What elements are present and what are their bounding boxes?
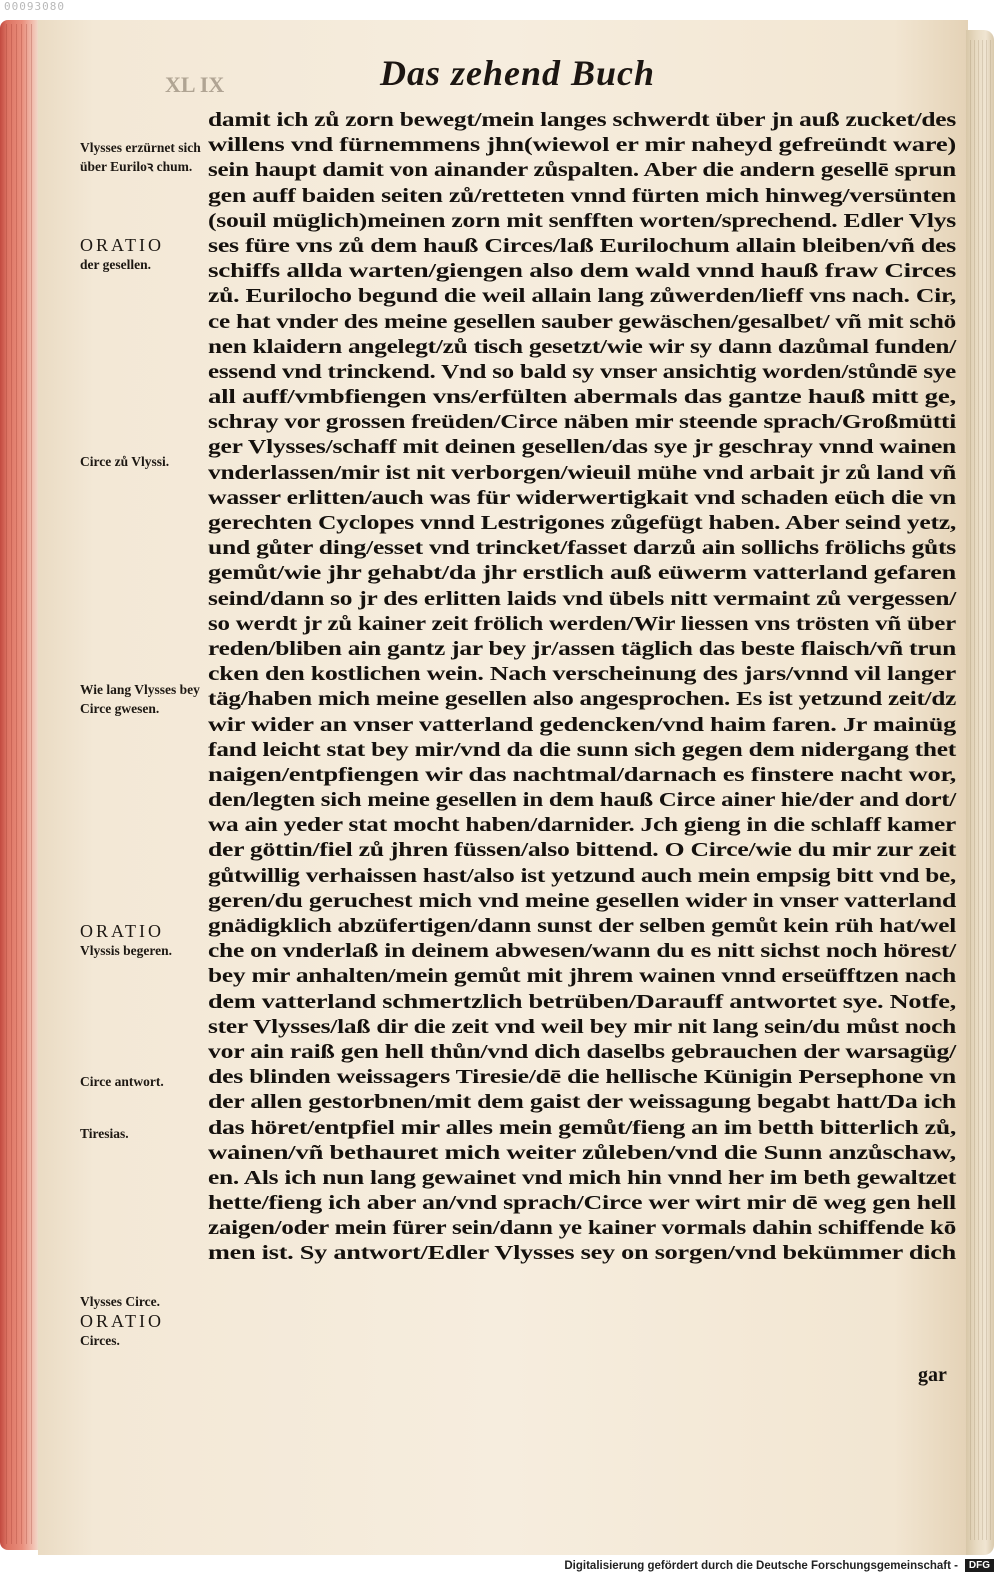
text-line: den/legten sich meine gesellen in dem hauß Circe ainer hie/der and dort/ bbox=[208, 789, 956, 812]
text-line: ce hat vnder des meine gesellen sauber gewäschen/gesalbet/ vñ mit schö bbox=[208, 310, 956, 333]
text-line: wasser erlitten/auch was für widerwertigkait vnd schaden eüch die vn bbox=[208, 486, 956, 509]
text-line: sein haupt damit von ainander zůspalten. Aber die andern gesellē sprun bbox=[208, 159, 957, 182]
text-line: bey mir anhalten/mein gemůt mit jhrem wainen vnnd erseüfftzen nach bbox=[208, 965, 956, 988]
text-line: all auff/vmbfiengen vns/erfülten abermals das gantze hauß mitt ge, bbox=[208, 386, 956, 409]
text-line: gůtwillig verhaissen hast/also ist yetzund auch mein empsig bitt vnd be, bbox=[208, 864, 956, 887]
text-line: täg/haben mich meine gesellen also angesprochen. Es ist yetzund zeit/dz bbox=[208, 688, 956, 711]
text-line: so werdt jr zů kainer zeit frölich werden/Wir liessen vns trösten vñ über bbox=[208, 612, 956, 635]
margin-note-7 bbox=[80, 1124, 205, 1143]
margin-note-text: Tiresias. bbox=[80, 1126, 129, 1141]
text-line: der göttin/fiel zů jhren füssen/also bittend. O Circe/wie du mir zur zeit bbox=[208, 839, 956, 862]
text-line: dem vatterland schmertzlich betrüben/Darauff antwortet sye. Notfe, bbox=[208, 990, 956, 1013]
margin-note-8 bbox=[80, 1292, 205, 1311]
text-line: ster Vlysses/laß dir die zeit vnd weil bey mir nit lang sein/du můst noch bbox=[208, 1015, 956, 1038]
margin-note-text: Circe antwort. bbox=[80, 1074, 164, 1089]
text-line: schray vor grossen freüden/Circe näben mir steende sprach/Großmütti bbox=[208, 411, 956, 434]
text-line: men ist. Sy antwort/Edler Vlysses sey on sorgen/vnd bekümmer dich bbox=[208, 1242, 956, 1265]
text-line: ger Vlysses/schaff mit deinen gesellen/das sye jr geschray vnnd wainen bbox=[208, 436, 956, 459]
text-line: der allen gestorbnen/mit dem gaist der weissagung begabt hatt/Da ich bbox=[208, 1091, 956, 1114]
text-line: gnädigklich abzüfertigen/dann sunst der selben gemůt kein rüh hat/wel bbox=[208, 915, 956, 937]
text-line: gemůt/wie jhr gehabt/da jhr erstlich auß eüwerm vatterland gefaren bbox=[208, 562, 956, 585]
text-line: zů. Eurilocho begund die weil allain lang zůwerden/lieff vns nach. Cir, bbox=[208, 285, 956, 308]
text-line: vor ain raiß gen hell thůn/vnd dich daselbs gebrauchen der warsagüg/ bbox=[208, 1040, 956, 1063]
text-line: wa ain yeder stat mocht haben/darnider. Jch gieng in die schlaff kamer bbox=[208, 814, 956, 837]
text-line: hette/fieng ich aber an/vnd sprach/Circe wer wirt mir dē weg gen hell bbox=[208, 1192, 956, 1215]
running-head: Das zehend Buch bbox=[380, 53, 656, 93]
text-line: wir wider an vnser vatterland gedencken/vnd haim faren. Jr mainüg bbox=[208, 713, 956, 736]
text-line: reden/bliben ain gantz jar bey jr/assen täglich das beste flaisch/vñ trun bbox=[208, 637, 957, 660]
margin-note-text: der gesellen. bbox=[80, 257, 151, 272]
margin-note-text: Vlysses erzürnet sich über Euriloꝛ chum. bbox=[80, 140, 201, 174]
text-line: schiffs allda warten/giengen also dem wald vnnd hauß fraw Circes bbox=[208, 260, 956, 283]
margin-note-4 bbox=[80, 680, 205, 718]
right-page-edges bbox=[970, 40, 992, 1540]
text-line: zaigen/oder mein fürer sein/dann ye kainer vormals dahin schiffende kō bbox=[208, 1217, 956, 1240]
margin-note-caps: ORATIO bbox=[80, 921, 164, 941]
text-line: fand leicht stat bey mir/vnd da die sunn sich gegen dem nidergang thet bbox=[208, 738, 956, 761]
margin-note-caps: ORATIO bbox=[80, 235, 164, 255]
margin-note-text: Vlyssis begeren. bbox=[80, 943, 173, 958]
text-line: che on vnderlaß in deinem abwesen/wann du es nitt sichst noch hörest/ bbox=[208, 940, 956, 963]
text-line: geren/du geruchest mich vnd meine gesellen wider in vnser vatterland bbox=[208, 889, 956, 912]
margin-note-9 bbox=[80, 1312, 205, 1350]
margin-note-6 bbox=[80, 1072, 205, 1091]
catchword: gar bbox=[918, 1364, 947, 1386]
margin-note-2 bbox=[80, 236, 205, 274]
folio-number: XL IX bbox=[165, 72, 225, 97]
text-line: gen auff baiden seiten zů/retteten vnnd fürten mich hinweg/versünten bbox=[208, 184, 956, 207]
text-line: willens vnd fürnemmens jhn(wiewol er mir naheyd gefreündt ware) bbox=[208, 134, 956, 157]
text-line: ses füre vns zů dem hauß Circes/laß Eurilochum allain bleiben/vñ des bbox=[208, 234, 956, 257]
margin-note-text: Circes. bbox=[80, 1333, 120, 1348]
text-line: en. Als ich nun lang gewainet vnd mich hin vnnd her im beth gewaltzet bbox=[208, 1166, 957, 1189]
margin-note-text: Wie lang Vlysses bey Circe gwesen. bbox=[80, 682, 200, 716]
dfg-logo: DFG bbox=[965, 1559, 994, 1572]
text-line: essend vnd trinckend. Vnd so bald sy vnser ansichtig worden/stůndē sye bbox=[208, 360, 956, 383]
text-line: cken den kostlichen wein. Nach verscheinung des jars/vnnd vil langer bbox=[208, 663, 956, 686]
text-line: das höret/entpfiel mir alles mein gemůt/fieng an im betth bitterlich zů, bbox=[208, 1116, 956, 1139]
scan-identifier: 00093080 bbox=[4, 0, 65, 13]
margin-note-5 bbox=[80, 922, 205, 960]
text-line: seind/dann so jr des erlitten laids vnd übels nitt vermaint zů vergessen/ bbox=[208, 587, 956, 610]
text-line: (souil müglich)meinen zorn mit senfften worten/sprechend. Edler Vlys bbox=[208, 209, 956, 232]
left-page-edges bbox=[6, 24, 36, 1544]
digitization-credit: Digitalisierung gefördert durch die Deutsche Forschungsgemeinschaft - bbox=[564, 1560, 958, 1572]
margin-note-1 bbox=[80, 138, 205, 176]
text-line: naigen/entpfiengen wir das nachtmal/darnach es finstere nacht wor, bbox=[208, 763, 956, 786]
text-line: und gůter ding/esset vnd trincket/fasset darzů ain sollichs frölichs gůts bbox=[208, 537, 956, 560]
text-line: des blinden weissagers Tiresie/dē die hellische Künigin Persephone vn bbox=[208, 1066, 956, 1089]
text-line: wainen/vñ bethauret mich weiter zůleben/vnd die Sunn anzůschaw, bbox=[208, 1141, 956, 1164]
margin-note-text: Vlysses Circe. bbox=[80, 1294, 160, 1309]
text-line: nen klaidern angelegt/zů tisch gesetzt/wie wir sy dann dazůmal funden/ bbox=[208, 335, 956, 358]
text-line: damit ich zů zorn bewegt/mein langes schwerdt über jn auß zucket/des bbox=[208, 109, 956, 131]
body-text-block bbox=[208, 108, 960, 1267]
text-line: vnderlassen/mir ist nit verborgen/wieuil mühe vnd arbait jr zů land vñ bbox=[208, 461, 956, 484]
margin-note-3 bbox=[80, 452, 205, 471]
margin-note-text: Circe zů Vlyssi. bbox=[80, 454, 170, 469]
margin-note-caps: ORATIO bbox=[80, 1311, 164, 1331]
text-line: gerechten Cyclopes vnnd Lestrigones zůgefügt haben. Aber seind yetz, bbox=[208, 512, 956, 534]
